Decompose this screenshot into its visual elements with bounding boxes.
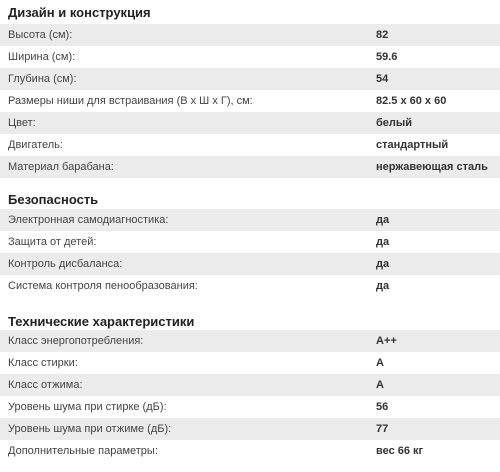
spec-label: Уровень шума при стирке (дБ): xyxy=(8,401,167,413)
spec-value: 82 xyxy=(376,29,389,41)
spec-row xyxy=(0,396,500,418)
spec-row xyxy=(0,374,500,396)
spec-value: 82.5 x 60 x 60 xyxy=(376,95,447,107)
spec-value: 54 xyxy=(376,73,389,85)
section-technical xyxy=(0,306,500,462)
spec-value: да xyxy=(376,214,390,226)
spec-value: 59.6 xyxy=(376,51,398,63)
spec-value: нержавеющая сталь xyxy=(376,161,488,173)
spec-label: Класс энергопотребления: xyxy=(8,335,144,347)
spec-label: Цвет: xyxy=(8,117,36,129)
spec-value: белый xyxy=(376,117,413,129)
section-design xyxy=(0,0,500,178)
spec-row xyxy=(0,134,500,156)
spec-value: A++ xyxy=(376,335,397,347)
spec-row xyxy=(0,253,500,275)
spec-label: Дополнительные параметры: xyxy=(8,445,158,457)
section-spacer xyxy=(0,297,500,306)
spec-label: Ширина (см): xyxy=(8,51,76,63)
section-title: Дизайн и конструкция xyxy=(8,5,151,20)
spec-label: Высота (см): xyxy=(8,29,73,41)
section-title: Безопасность xyxy=(8,192,99,207)
spec-value: да xyxy=(376,258,390,270)
spec-value: 77 xyxy=(376,423,389,435)
spec-row xyxy=(0,330,500,352)
spec-value: A xyxy=(376,379,384,391)
spec-label: Уровень шума при отжиме (дБ): xyxy=(8,423,172,435)
spec-value: A xyxy=(376,357,384,369)
spec-value: вес 66 кг xyxy=(376,445,424,457)
spec-label: Класс стирки: xyxy=(8,357,78,369)
spec-label: Размеры ниши для встраивания (В x Ш x Г), см: xyxy=(8,95,253,107)
spec-label: Материал барабана: xyxy=(8,161,114,173)
section-title: Технические характеристики xyxy=(8,314,195,329)
spec-row xyxy=(0,275,500,297)
spec-value: стандартный xyxy=(376,139,449,151)
spec-value: да xyxy=(376,236,390,248)
spec-row xyxy=(0,440,500,462)
spec-label: Защита от детей: xyxy=(8,236,97,248)
spec-row xyxy=(0,68,500,90)
spec-label: Контроль дисбаланса: xyxy=(8,258,123,270)
spec-row xyxy=(0,352,500,374)
spec-row xyxy=(0,209,500,231)
spec-row xyxy=(0,112,500,134)
spec-row xyxy=(0,418,500,440)
spec-row xyxy=(0,156,500,178)
section-safety xyxy=(0,184,500,297)
spec-row xyxy=(0,231,500,253)
spec-label: Двигатель: xyxy=(8,139,63,151)
spec-label: Система контроля пенообразования: xyxy=(8,280,198,292)
spec-label: Глубина (см): xyxy=(8,73,77,85)
spec-label: Класс отжима: xyxy=(8,379,83,391)
spec-label: Электронная самодиагностика: xyxy=(8,214,169,226)
spec-value: да xyxy=(376,280,390,292)
spec-row xyxy=(0,90,500,112)
spec-row xyxy=(0,46,500,68)
spec-row xyxy=(0,24,500,46)
spec-value: 56 xyxy=(376,401,389,413)
